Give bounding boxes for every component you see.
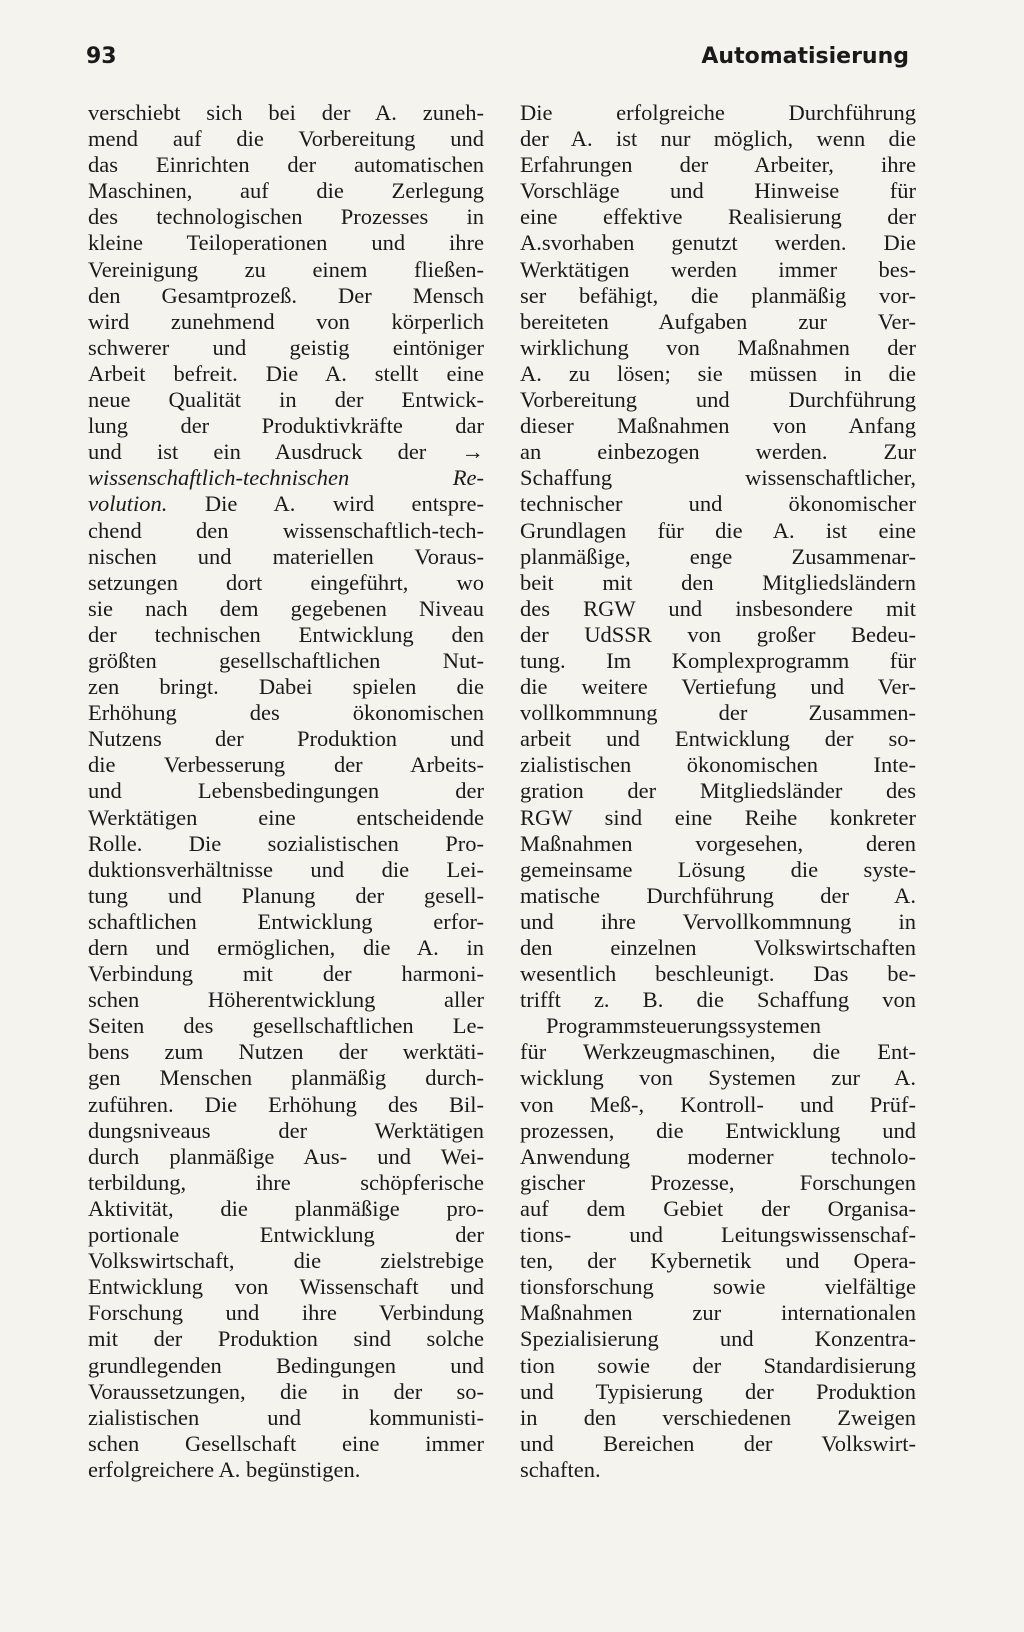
text-line: und Lebensbedingungen der: [88, 778, 484, 804]
text-line: trifft z. B. die Schaffung von: [520, 987, 916, 1013]
text-line: tung und Planung der gesell-: [88, 882, 484, 908]
text-line: wesentlich beschleunigt. Das be-: [520, 961, 916, 987]
text-line: dern und ermöglichen, die A. in: [88, 935, 484, 960]
text-line: Die erfolgreiche Durchführung: [520, 100, 916, 125]
text-line: größten gesellschaftlichen Nut-: [88, 647, 484, 673]
text-line: sie nach dem gegebenen Niveau: [88, 595, 484, 621]
text-line: Volkswirtschaft, die zielstrebige: [88, 1248, 484, 1274]
text-line: schaftlichen Entwicklung erfor-: [88, 908, 484, 934]
text-line: des RGW und insbesondere mit: [520, 595, 916, 621]
text-line: Werktätigen werden immer bes-: [520, 256, 916, 282]
text-line: wissenschaftlich-technischen Re-: [88, 465, 484, 491]
text-line: portionale Entwicklung der: [88, 1222, 484, 1248]
text-line: chend den wissenschaftlich-tech-: [88, 517, 484, 543]
text-line: den Gesamtprozeß. Der Mensch: [88, 282, 484, 308]
text-line: duktionsverhältnisse und die Lei-: [88, 856, 484, 882]
text-line: A.svorhaben genutzt werden. Die: [520, 230, 916, 256]
text-line: wirklichung von Maßnahmen der: [520, 334, 916, 360]
text-line: technischer und ökonomischer: [520, 491, 916, 517]
text-line: Voraussetzungen, die in der so-: [88, 1378, 484, 1404]
text-line: Nutzens der Produktion und: [88, 726, 484, 752]
right-text-column: [520, 100, 916, 1483]
text-line: A. zu lösen; sie müssen in die: [520, 360, 916, 386]
text-line: wicklung von Systemen zur A.: [520, 1065, 916, 1091]
text-line: und ihre Vervollkommnung in: [520, 908, 916, 934]
text-line: Arbeit befreit. Die A. stellt eine: [88, 360, 484, 386]
text-line: Schaffung wissenschaftlicher,: [520, 465, 916, 491]
text-line: verschiebt sich bei der A. zuneh-: [88, 100, 484, 125]
text-line: Aktivität, die planmäßige pro-: [88, 1195, 484, 1221]
text-line: des technologischen Prozesses in: [88, 204, 484, 230]
text-line: Spezialisierung und Konzentra-: [520, 1326, 916, 1352]
text-line: ser befähigt, die planmäßig vor-: [520, 282, 916, 308]
text-line: grundlegenden Bedingungen und: [88, 1352, 484, 1378]
text-line: tions- und Leitungswissenschaf-: [520, 1222, 916, 1248]
text-line: erfolgreichere A. begünstigen.: [88, 1456, 361, 1482]
text-line: bereiteten Aufgaben zur Ver-: [520, 308, 916, 334]
text-line: mit der Produktion sind solche: [88, 1326, 484, 1352]
text-line: planmäßige, enge Zusammenar-: [520, 543, 916, 569]
text-line: kleine Teiloperationen und ihre: [88, 230, 484, 256]
text-line: Verbindung mit der harmoni-: [88, 961, 484, 987]
text-line: und ist ein Ausdruck der →: [88, 439, 484, 465]
text-line: schen Gesellschaft eine immer: [88, 1430, 484, 1456]
text-line: Maßnahmen zur internationalen: [520, 1300, 916, 1326]
text-line: prozessen, die Entwicklung und: [520, 1117, 916, 1143]
text-line: neue Qualität in der Entwick-: [88, 387, 484, 413]
text-line: Maßnahmen vorgesehen, deren: [520, 830, 916, 856]
text-line: Programmsteuerungssystemen: [546, 1013, 821, 1039]
text-line: Erfahrungen der Arbeiter, ihre: [520, 152, 916, 178]
text-line: schwerer und geistig eintöniger: [88, 334, 484, 360]
text-line: in den verschiedenen Zweigen: [520, 1404, 916, 1430]
text-line: auf dem Gebiet der Organisa-: [520, 1195, 916, 1221]
text-line: Vorbereitung und Durchführung: [520, 387, 916, 413]
text-line: tung. Im Komplexprogramm für: [520, 647, 916, 673]
text-line: arbeit und Entwicklung der so-: [520, 726, 916, 752]
text-line: matische Durchführung der A.: [520, 882, 916, 908]
text-line: vollkommnung der Zusammen-: [520, 700, 916, 726]
text-line: Entwicklung von Wissenschaft und: [88, 1274, 484, 1300]
text-line: gen Menschen planmäßig durch-: [88, 1065, 484, 1091]
running-head: Automatisierung: [701, 44, 909, 69]
text-line: Anwendung moderner technolo-: [520, 1143, 916, 1169]
text-line: das Einrichten der automatischen: [88, 152, 484, 178]
text-line: der technischen Entwicklung den: [88, 621, 484, 647]
text-line: gischer Prozesse, Forschungen: [520, 1169, 916, 1195]
text-line: setzungen dort eingeführt, wo: [88, 569, 484, 595]
text-line: dieser Maßnahmen von Anfang: [520, 413, 916, 439]
text-line: Maschinen, auf die Zerlegung: [88, 178, 484, 204]
text-line: nischen und materiellen Voraus-: [88, 543, 484, 569]
text-line: von Meß-, Kontroll- und Prüf-: [520, 1091, 916, 1117]
text-line: zen bringt. Dabei spielen die: [88, 674, 484, 700]
text-line: beit mit den Mitgliedsländern: [520, 569, 916, 595]
text-line: Erhöhung des ökonomischen: [88, 700, 484, 726]
text-line: und Bereichen der Volkswirt-: [520, 1430, 916, 1456]
text-line: wird zunehmend von körperlich: [88, 308, 484, 334]
text-line: Rolle. Die sozialistischen Pro-: [88, 830, 484, 856]
text-line: tion sowie der Standardisierung: [520, 1352, 916, 1378]
text-line: den einzelnen Volkswirtschaften: [520, 935, 916, 960]
text-line: Werktätigen eine entscheidende: [88, 804, 484, 830]
text-line: schen Höherentwicklung aller: [88, 987, 484, 1013]
text-line: Seiten des gesellschaftlichen Le-: [88, 1013, 484, 1039]
text-line: Vorschläge und Hinweise für: [520, 178, 916, 204]
text-line: RGW sind eine Reihe konkreter: [520, 804, 916, 830]
text-line: tionsforschung sowie vielfältige: [520, 1274, 916, 1300]
text-line: durch planmäßige Aus- und Wei-: [88, 1143, 484, 1169]
text-line: die Verbesserung der Arbeits-: [88, 752, 484, 778]
page-number: 93: [86, 44, 117, 69]
text-line: die weitere Vertiefung und Ver-: [520, 674, 916, 700]
text-line: schaften.: [520, 1456, 601, 1482]
text-line: ten, der Kybernetik und Opera-: [520, 1248, 916, 1274]
text-line: gration der Mitgliedsländer des: [520, 778, 916, 804]
text-line: zialistischen ökonomischen Inte-: [520, 752, 916, 778]
text-line: Forschung und ihre Verbindung: [88, 1300, 484, 1326]
text-line: dungsniveaus der Werktätigen: [88, 1117, 484, 1143]
text-line: für Werkzeugmaschinen, die Ent-: [520, 1039, 916, 1065]
text-line: an einbezogen werden. Zur: [520, 439, 916, 465]
text-line: zialistischen und kommunisti-: [88, 1404, 484, 1430]
text-line: lung der Produktivkräfte dar: [88, 413, 484, 439]
text-line: bens zum Nutzen der werktäti-: [88, 1039, 484, 1065]
text-line: terbildung, ihre schöpferische: [88, 1169, 484, 1195]
text-line: zuführen. Die Erhöhung des Bil-: [88, 1091, 484, 1117]
text-line: und Typisierung der Produktion: [520, 1378, 916, 1404]
text-line: mend auf die Vorbereitung und: [88, 126, 484, 152]
left-text-column: [88, 100, 484, 1483]
text-line: der UdSSR von großer Bedeu-: [520, 621, 916, 647]
text-line: Vereinigung zu einem fließen-: [88, 256, 484, 282]
text-line: volution. Die A. wird entspre-: [88, 491, 484, 517]
text-line: Grundlagen für die A. ist eine: [520, 517, 916, 543]
text-line: gemeinsame Lösung die syste-: [520, 856, 916, 882]
text-line: der A. ist nur möglich, wenn die: [520, 126, 916, 152]
text-line: eine effektive Realisierung der: [520, 204, 916, 230]
